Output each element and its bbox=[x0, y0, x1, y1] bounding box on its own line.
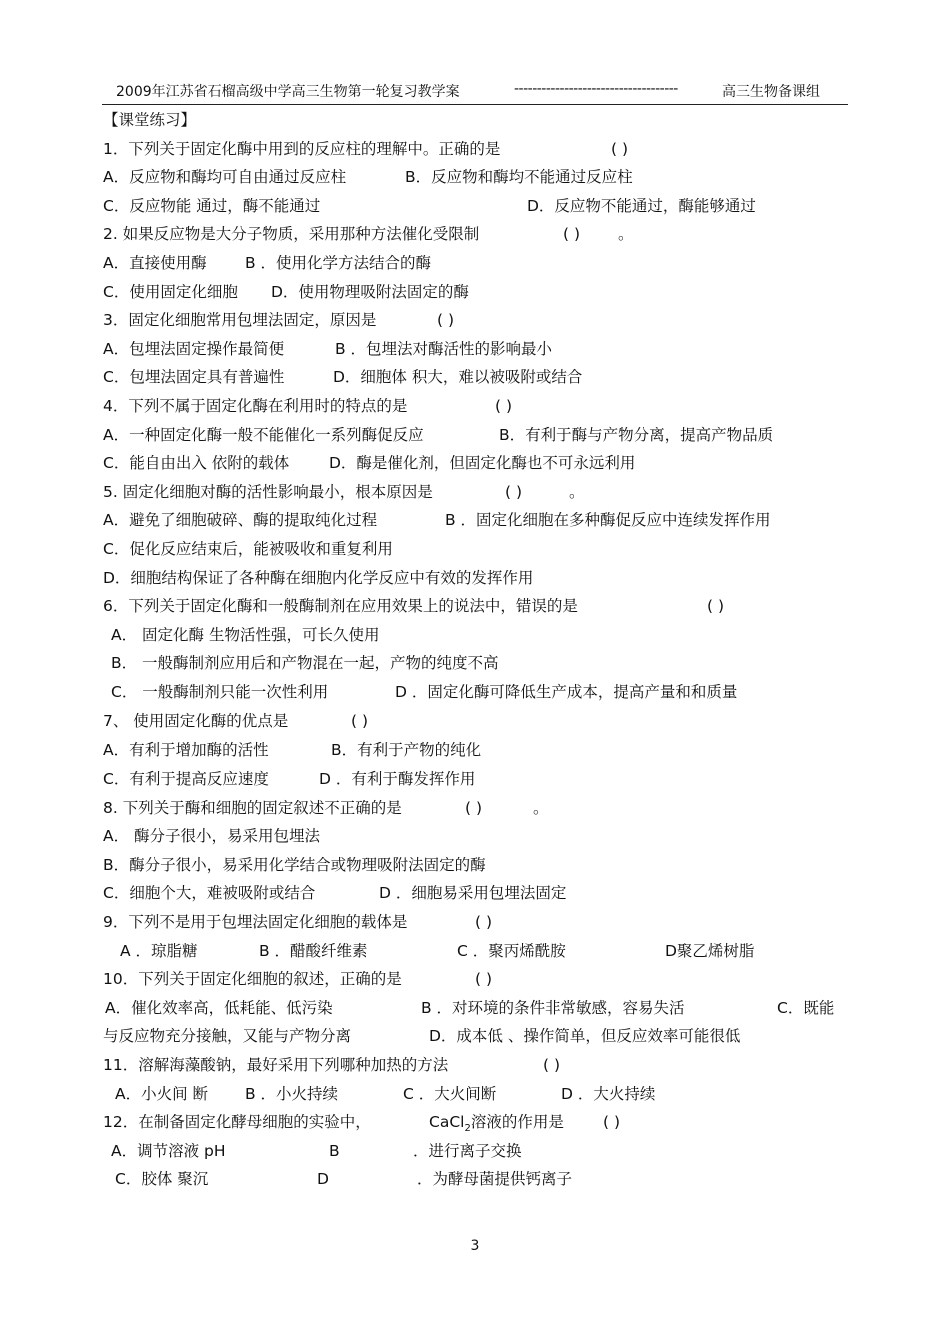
q10-option-d: D．成本低 、操作简单，但反应效率可能很低 bbox=[429, 1027, 741, 1046]
q4-paren: ( ) bbox=[495, 396, 513, 415]
q7-option-a: A．有利于增加酶的活性 bbox=[103, 741, 269, 760]
q8-paren: ( ) bbox=[465, 798, 483, 817]
q2-tail: 。 bbox=[618, 225, 634, 244]
q6-option-b: B． 一般酶制剂应用后和产物混在一起，产物的纯度不高 bbox=[111, 654, 499, 673]
q8-options-cd bbox=[103, 879, 848, 908]
q9-paren: ( ) bbox=[475, 913, 493, 932]
q4-option-c: C．能自由出入 依附的载体 bbox=[103, 454, 290, 473]
q3-option-b: B ．包埋法对酶活性的影响最小 bbox=[335, 339, 553, 358]
question-6 bbox=[103, 592, 848, 621]
section-title: 【课堂练习】 bbox=[103, 111, 197, 129]
q11-stem: 11．溶解海藻酸钠，最好采用下列哪种加热的方法 bbox=[103, 1056, 449, 1074]
q10-option-c-start: C．既能 bbox=[777, 998, 835, 1017]
q4-option-a: A．一种固定化酶一般不能催化一系列酶促反应 bbox=[103, 425, 424, 444]
q1-stem: 1．下列关于固定化酶中用到的反应柱的理解中。正确的是 bbox=[103, 139, 501, 158]
q1-options-cd bbox=[103, 192, 848, 221]
q8-option-a: A． 酶分子很小，易采用包埋法 bbox=[103, 827, 321, 846]
q5-option-d: D．细胞结构保证了各种酶在细胞内化学反应中有效的发挥作用 bbox=[103, 568, 534, 587]
q2-option-a: A．直接使用酶 bbox=[103, 253, 207, 272]
header-title: 2009年江苏省石榴高级中学高三生物第一轮复习教学案 bbox=[116, 84, 460, 100]
q8-option-b: B．酶分子很小，易采用化学结合或物理吸附法固定的酶 bbox=[103, 855, 486, 874]
q10-stem: 10．下列关于固定化细胞的叙述，正确的是 bbox=[103, 970, 402, 989]
q3-stem: 3．固定化细胞常用包埋法固定，原因是 bbox=[103, 311, 377, 330]
q12-option-b-text: ．进行离子交换 bbox=[413, 1141, 522, 1160]
q10-option-c-end: 与反应物充分接触，又能与产物分离 bbox=[103, 1027, 352, 1046]
q2-option-b: B ．使用化学方法结合的酶 bbox=[245, 253, 432, 272]
q3-option-a: A．包埋法固定操作最简便 bbox=[103, 339, 285, 358]
question-9 bbox=[103, 908, 848, 937]
q9-options bbox=[103, 937, 848, 966]
q9-option-c: C ．聚丙烯酰胺 bbox=[457, 941, 566, 960]
q4-options-ab bbox=[103, 421, 848, 450]
q12-option-a: A．调节溶液 pH bbox=[111, 1141, 226, 1160]
q6-options-cd bbox=[103, 678, 848, 707]
q12-options-cd bbox=[103, 1165, 848, 1194]
q12-formula-subscript: 2 bbox=[464, 1123, 471, 1135]
q4-option-d: D．酶是催化剂，但固定化酶也不可永远利用 bbox=[329, 454, 636, 473]
q1-option-a: A．反应物和酶均可自由通过反应柱 bbox=[103, 168, 347, 187]
q2-option-c: C．使用固定化细胞 bbox=[103, 282, 238, 301]
q2-paren: ( ) bbox=[563, 225, 581, 244]
page-number: 3 bbox=[470, 1238, 480, 1254]
question-3 bbox=[103, 306, 848, 335]
q9-stem: 9．下列不是用于包埋法固定化细胞的载体是 bbox=[103, 913, 408, 932]
q2-stem: 2. 如果反应物是大分子物质，采用那种方法催化受限制 bbox=[103, 225, 480, 244]
header-dashes: ------------------------------------ bbox=[514, 81, 678, 97]
q7-option-b: B．有利于产物的纯化 bbox=[331, 741, 482, 760]
header-group: 高三生物备课组 bbox=[722, 84, 820, 100]
question-11 bbox=[103, 1051, 848, 1080]
q1-option-d: D．反应物不能通过，酶能够通过 bbox=[527, 196, 756, 215]
q10-option-a: A．催化效率高，低耗能、低污染 bbox=[105, 998, 333, 1017]
q2-options-cd bbox=[103, 278, 848, 307]
q8-option-d: D ．细胞易采用包埋法固定 bbox=[379, 884, 567, 903]
q12-formula: CaCl bbox=[429, 1113, 465, 1132]
q7-option-c: C．有利于提高反应速度 bbox=[103, 770, 269, 789]
q3-option-d: D．细胞体 积大，难以被吸附或结合 bbox=[333, 368, 583, 387]
q6-paren: ( ) bbox=[707, 597, 725, 616]
q12-option-d-letter: D bbox=[317, 1170, 329, 1189]
q11-option-b: B ．小火持续 bbox=[245, 1084, 339, 1103]
q3-options-cd bbox=[103, 363, 848, 392]
q2-option-d: D．使用物理吸附法固定的酶 bbox=[271, 282, 469, 301]
q7-options-cd bbox=[103, 765, 848, 794]
q3-option-c: C．包埋法固定具有普遍性 bbox=[103, 368, 285, 387]
q10-options-cd bbox=[103, 1022, 848, 1051]
q8-option-b-line bbox=[103, 851, 848, 880]
q12-stem-c: 溶液的作用是 bbox=[470, 1113, 564, 1132]
q6-option-c: C． 一般酶制剂只能一次性利用 bbox=[111, 682, 329, 701]
q5-stem: 5. 固定化细胞对酶的活性影响最小，根本原因是 bbox=[103, 482, 433, 501]
q10-paren: ( ) bbox=[475, 970, 493, 989]
question-10 bbox=[103, 965, 848, 994]
q3-paren: ( ) bbox=[437, 311, 455, 330]
q11-paren: ( ) bbox=[543, 1056, 561, 1074]
q5-option-c: C．促化反应结束后，能被吸收和重复利用 bbox=[103, 539, 393, 558]
question-4 bbox=[103, 392, 848, 421]
question-12 bbox=[103, 1108, 848, 1137]
q7-paren: ( ) bbox=[351, 712, 369, 731]
q5-option-d-line bbox=[103, 564, 848, 593]
q8-option-a-line bbox=[103, 822, 848, 851]
q6-option-a-line bbox=[103, 621, 848, 650]
q10-options-abc bbox=[103, 994, 848, 1023]
question-8 bbox=[103, 794, 848, 823]
q7-option-d: D ．有利于酶发挥作用 bbox=[319, 770, 476, 789]
q12-option-d-text: ．为酵母菌提供钙离子 bbox=[417, 1170, 573, 1189]
q11-option-a: A．小火间 断 bbox=[115, 1084, 209, 1103]
q4-option-b: B．有利于酶与产物分离，提高产物品质 bbox=[499, 425, 774, 444]
q3-options-ab bbox=[103, 335, 848, 364]
exercise-sheet bbox=[103, 106, 848, 1194]
q10-option-b: B ．对环境的条件非常敏感，容易失活 bbox=[421, 998, 685, 1017]
q5-tail: 。 bbox=[569, 482, 585, 501]
q12-option-c: C．胶体 聚沉 bbox=[115, 1170, 209, 1189]
q12-paren: ( ) bbox=[603, 1113, 621, 1132]
q4-stem: 4．下列不属于固定化酶在利用时的特点的是 bbox=[103, 396, 408, 415]
q1-option-c: C．反应物能 通过，酶不能通过 bbox=[103, 196, 321, 215]
q12-option-b-letter: B bbox=[329, 1141, 340, 1160]
q5-options-ab bbox=[103, 506, 848, 535]
q5-option-c-line bbox=[103, 535, 848, 564]
q4-options-cd bbox=[103, 449, 848, 478]
q1-options-ab bbox=[103, 163, 848, 192]
q5-option-b: B ．固定化细胞在多种酶促反应中连续发挥作用 bbox=[445, 511, 771, 530]
q8-option-c: C．细胞个大，难被吸附或结合 bbox=[103, 884, 316, 903]
q7-stem: 7、 使用固定化酶的优点是 bbox=[103, 712, 289, 731]
question-5 bbox=[103, 478, 848, 507]
q8-stem: 8. 下列关于酶和细胞的固定叙述不正确的是 bbox=[103, 798, 402, 817]
page-header bbox=[102, 78, 848, 105]
q5-option-a: A．避免了细胞破碎、酶的提取纯化过程 bbox=[103, 511, 378, 530]
q11-options bbox=[103, 1080, 848, 1109]
q12-stem-a: 12．在制备固定化酵母细胞的实验中， bbox=[103, 1113, 371, 1132]
q2-options-ab bbox=[103, 249, 848, 278]
q1-paren: ( ) bbox=[611, 139, 629, 158]
q6-option-b-line bbox=[103, 649, 848, 678]
q6-stem: 6．下列关于固定化酶和一般酶制剂在应用效果上的说法中，错误的是 bbox=[103, 597, 578, 616]
q8-tail: 。 bbox=[533, 798, 549, 817]
q9-option-d: D聚乙烯树脂 bbox=[665, 941, 755, 960]
q7-options-ab bbox=[103, 736, 848, 765]
q11-option-d: D ．大火持续 bbox=[561, 1084, 656, 1103]
question-2 bbox=[103, 220, 848, 249]
q6-option-d: D ．固定化酶可降低生产成本，提高产量和和质量 bbox=[395, 682, 738, 701]
q9-option-b: B ．醋酸纤维素 bbox=[259, 941, 368, 960]
question-7 bbox=[103, 706, 848, 736]
q5-paren: ( ) bbox=[505, 482, 523, 501]
q9-option-a: A ．琼脂糖 bbox=[120, 941, 198, 960]
question-1 bbox=[103, 135, 848, 164]
q12-options-ab bbox=[103, 1137, 848, 1166]
q11-option-c: C ．大火间断 bbox=[403, 1084, 497, 1103]
q6-option-a: A． 固定化酶 生物活性强，可长久使用 bbox=[111, 625, 380, 644]
q1-option-b: B．反应物和酶均不能通过反应柱 bbox=[405, 168, 633, 187]
